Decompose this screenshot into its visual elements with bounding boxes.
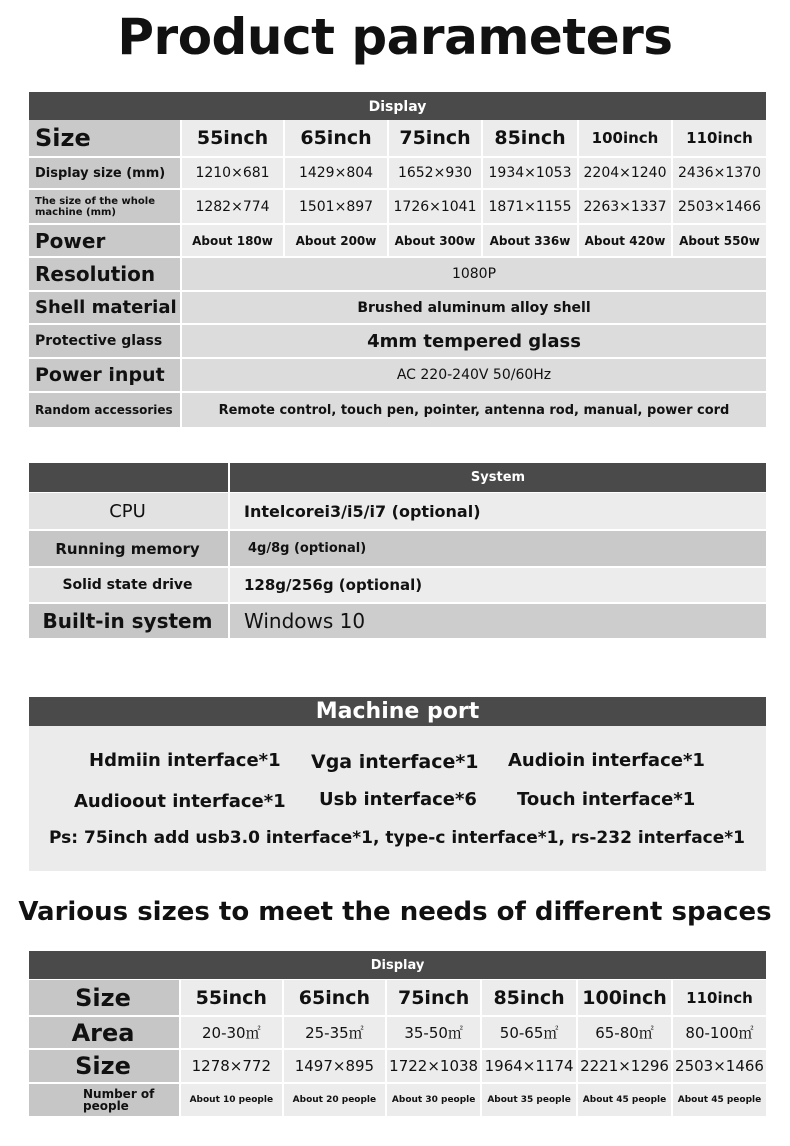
dimensions-cell: 1497×895	[284, 1050, 388, 1084]
table-row	[29, 568, 766, 604]
table-row	[29, 292, 766, 325]
display-section-header: Display	[29, 92, 766, 120]
people-cell: About 20 people	[284, 1084, 388, 1118]
size-cell: 55inch	[182, 120, 285, 158]
table-row	[29, 120, 766, 158]
ssd-value: 128g/256g (optional)	[230, 568, 766, 604]
size-label: Size	[29, 980, 181, 1017]
area-cell: 35-50㎡	[387, 1017, 482, 1050]
memory-label: Running memory	[29, 531, 230, 568]
port-item: Usb interface*6	[319, 789, 477, 810]
table-row	[29, 980, 766, 1017]
shell-label: Shell material	[29, 292, 182, 325]
power-cell: About 180w	[182, 225, 285, 258]
size-cell: 100inch	[579, 120, 673, 158]
table-row	[29, 393, 766, 429]
resolution-label: Resolution	[29, 258, 182, 292]
ssd-label: Solid state drive	[29, 568, 230, 604]
size-cell: 65inch	[284, 980, 388, 1017]
machine-size-cell: 1871×1155	[483, 190, 579, 225]
table-row	[29, 225, 766, 258]
glass-value: 4mm tempered glass	[182, 325, 766, 359]
shell-value: Brushed aluminum alloy shell	[182, 292, 766, 325]
cpu-label: CPU	[29, 493, 230, 531]
resolution-value: 1080P	[182, 258, 766, 292]
system-spec-table	[29, 493, 766, 640]
dimensions-cell: 2503×1466	[673, 1050, 766, 1084]
power-cell: About 300w	[389, 225, 483, 258]
os-value: Windows 10	[230, 604, 766, 640]
machine-size-cell: 1282×774	[182, 190, 285, 225]
table-row	[29, 190, 766, 225]
dimensions-cell: 1278×772	[181, 1050, 284, 1084]
table-row	[29, 604, 766, 640]
page-title: Product parameters	[117, 8, 673, 66]
machine-size-cell: 2503×1466	[673, 190, 766, 225]
port-item: Vga interface*1	[311, 751, 479, 773]
port-item: Hdmiin interface*1	[89, 750, 281, 771]
input-label: Power input	[29, 359, 182, 393]
dimensions-cell: 1722×1038	[387, 1050, 482, 1084]
display-size-cell: 2204×1240	[579, 158, 673, 190]
ports-panel	[29, 726, 766, 871]
display-size-cell: 1934×1053	[483, 158, 579, 190]
input-value: AC 220-240V 50/60Hz	[182, 359, 766, 393]
glass-label: Protective glass	[29, 325, 182, 359]
display2-section-header: Display	[29, 951, 766, 979]
size-cell: 75inch	[387, 980, 482, 1017]
ports-note: Ps: 75inch add usb3.0 interface*1, type-c interface*1, rs-232 interface*1	[49, 828, 745, 848]
dimensions-cell: 1964×1174	[482, 1050, 578, 1084]
accessories-label: Random accessories	[29, 393, 182, 429]
table-row	[29, 158, 766, 190]
power-cell: About 420w	[579, 225, 673, 258]
size-label: Size	[29, 120, 182, 158]
size-cell: 55inch	[181, 980, 284, 1017]
sizes-table	[29, 980, 766, 1118]
area-cell: 20-30㎡	[181, 1017, 284, 1050]
display-spec-table	[29, 120, 766, 429]
area-label: Area	[29, 1017, 181, 1050]
machine-size-cell: 1501×897	[285, 190, 389, 225]
size-cell: 65inch	[285, 120, 389, 158]
table-row	[29, 359, 766, 393]
machine-size-cell: 1726×1041	[389, 190, 483, 225]
area-cell: 50-65㎡	[482, 1017, 578, 1050]
machine-size-label: The size of the whole machine (mm)	[29, 190, 182, 225]
people-cell: About 10 people	[181, 1084, 284, 1118]
area-cell: 80-100㎡	[673, 1017, 766, 1050]
size-cell: 110inch	[673, 120, 766, 158]
display-size-cell: 1652×930	[389, 158, 483, 190]
display-size-label: Display size (mm)	[29, 158, 182, 190]
power-label: Power	[29, 225, 182, 258]
port-item: Touch interface*1	[517, 789, 696, 810]
people-cell: About 30 people	[387, 1084, 482, 1118]
system-header-left	[29, 463, 228, 492]
size-cell: 100inch	[578, 980, 673, 1017]
ports-section-header: Machine port	[29, 697, 766, 726]
display-size-cell: 1429×804	[285, 158, 389, 190]
size-cell: 85inch	[483, 120, 579, 158]
os-label: Built-in system	[29, 604, 230, 640]
table-row	[29, 493, 766, 531]
display-size-cell: 2436×1370	[673, 158, 766, 190]
people-label: Number of people	[29, 1084, 181, 1118]
people-cell: About 35 people	[482, 1084, 578, 1118]
memory-value: 4g/8g (optional)	[230, 531, 766, 568]
people-cell: About 45 people	[673, 1084, 766, 1118]
power-cell: About 550w	[673, 225, 766, 258]
dimensions-cell: 2221×1296	[578, 1050, 673, 1084]
port-item: Audioin interface*1	[508, 750, 705, 771]
table-row	[29, 531, 766, 568]
area-cell: 25-35㎡	[284, 1017, 388, 1050]
system-header-bar	[29, 463, 766, 492]
cpu-value: Intelcorei3/i5/i7 (optional)	[230, 493, 766, 531]
area-cell: 65-80㎡	[578, 1017, 673, 1050]
size-cell: 85inch	[482, 980, 578, 1017]
accessories-value: Remote control, touch pen, pointer, antenna rod, manual, power cord	[182, 393, 766, 429]
people-cell: About 45 people	[578, 1084, 673, 1118]
system-section-header: System	[230, 463, 766, 492]
machine-size-cell: 2263×1337	[579, 190, 673, 225]
size-cell: 110inch	[673, 980, 766, 1017]
dimensions-label: Size	[29, 1050, 181, 1084]
table-row	[29, 1017, 766, 1050]
power-cell: About 336w	[483, 225, 579, 258]
size-cell: 75inch	[389, 120, 483, 158]
port-item: Audioout interface*1	[74, 791, 286, 812]
table-row	[29, 1084, 766, 1118]
power-cell: About 200w	[285, 225, 389, 258]
display-size-cell: 1210×681	[182, 158, 285, 190]
table-row	[29, 325, 766, 359]
table-row	[29, 1050, 766, 1084]
section-subtitle: Various sizes to meet the needs of different spaces	[18, 897, 772, 927]
table-row	[29, 258, 766, 292]
